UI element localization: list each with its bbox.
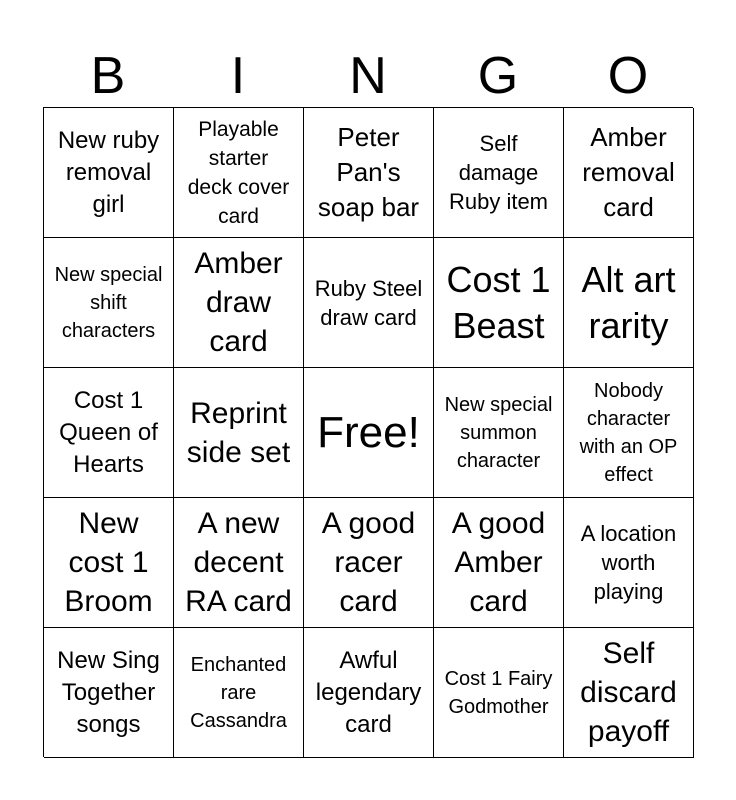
- cell-text: Awful legendary card: [315, 646, 422, 738]
- bingo-cell[interactable]: [44, 368, 174, 498]
- bingo-cell[interactable]: [44, 238, 174, 368]
- bingo-cell[interactable]: [44, 498, 174, 628]
- bingo-cell[interactable]: [304, 238, 434, 368]
- bingo-cell[interactable]: [564, 368, 694, 498]
- bingo-cell[interactable]: [304, 628, 434, 758]
- bingo-cell[interactable]: [434, 628, 564, 758]
- cell-text: Cost 1 Fairy Godmother: [444, 667, 553, 718]
- bingo-cell[interactable]: [304, 108, 434, 238]
- cell-text: Playable starter deck cover card: [187, 117, 290, 228]
- cell-text: Enchanted rare Cassandra: [190, 653, 287, 732]
- cell-text: Ruby Steel draw card: [314, 275, 423, 330]
- bingo-cell[interactable]: [44, 628, 174, 758]
- bingo-cell free-cell[interactable]: [304, 368, 434, 498]
- cell-text: Reprint side set: [186, 396, 291, 469]
- cell-text: Peter Pan's soap bar: [317, 122, 420, 222]
- bingo-cell[interactable]: [174, 368, 304, 498]
- bingo-cell[interactable]: [564, 628, 694, 758]
- bingo-cell[interactable]: [304, 498, 434, 628]
- bingo-cell[interactable]: [564, 498, 694, 628]
- bingo-cell[interactable]: [434, 368, 564, 498]
- cell-text: Self damage Ruby item: [448, 131, 549, 214]
- bingo-cell[interactable]: [564, 238, 694, 368]
- cell-text: Cost 1 Queen of Hearts: [59, 386, 158, 478]
- bingo-grid: [43, 107, 693, 757]
- bingo-cell[interactable]: [174, 238, 304, 368]
- free-cell-text: Free!: [317, 407, 420, 457]
- cell-text: New special shift characters: [54, 263, 163, 342]
- cell-text: A good Amber card: [451, 507, 546, 618]
- header-letter-o: O: [607, 47, 649, 105]
- cell-text: A new decent RA card: [185, 507, 292, 618]
- cell-text: New special summon character: [444, 393, 553, 472]
- header-letter-n: N: [349, 47, 387, 105]
- cell-text: New Sing Together songs: [57, 646, 160, 738]
- cell-text: Self discard payoff: [580, 637, 677, 748]
- bingo-cell[interactable]: [434, 108, 564, 238]
- cell-text: New cost 1 Broom: [64, 507, 153, 618]
- cell-text: Amber removal card: [582, 122, 675, 222]
- bingo-cell[interactable]: [44, 108, 174, 238]
- header-letter-b: B: [90, 47, 126, 105]
- bingo-cell[interactable]: [174, 498, 304, 628]
- bingo-cell[interactable]: [174, 628, 304, 758]
- bingo-cell[interactable]: [174, 108, 304, 238]
- cell-text: A location worth playing: [580, 521, 677, 604]
- header-letter-g: G: [477, 47, 519, 105]
- cell-text: Nobody character with an OP effect: [579, 379, 678, 486]
- cell-text: Amber draw card: [194, 247, 283, 358]
- header-letter-i: I: [230, 47, 246, 105]
- cell-text: A good racer card: [321, 507, 416, 618]
- cell-text: New ruby removal girl: [57, 126, 160, 218]
- cell-text: Cost 1 Beast: [446, 258, 551, 346]
- bingo-cell[interactable]: [434, 498, 564, 628]
- bingo-cell[interactable]: [434, 238, 564, 368]
- bingo-cell[interactable]: [564, 108, 694, 238]
- cell-text: Alt art rarity: [581, 258, 676, 346]
- bingo-header: [43, 44, 693, 108]
